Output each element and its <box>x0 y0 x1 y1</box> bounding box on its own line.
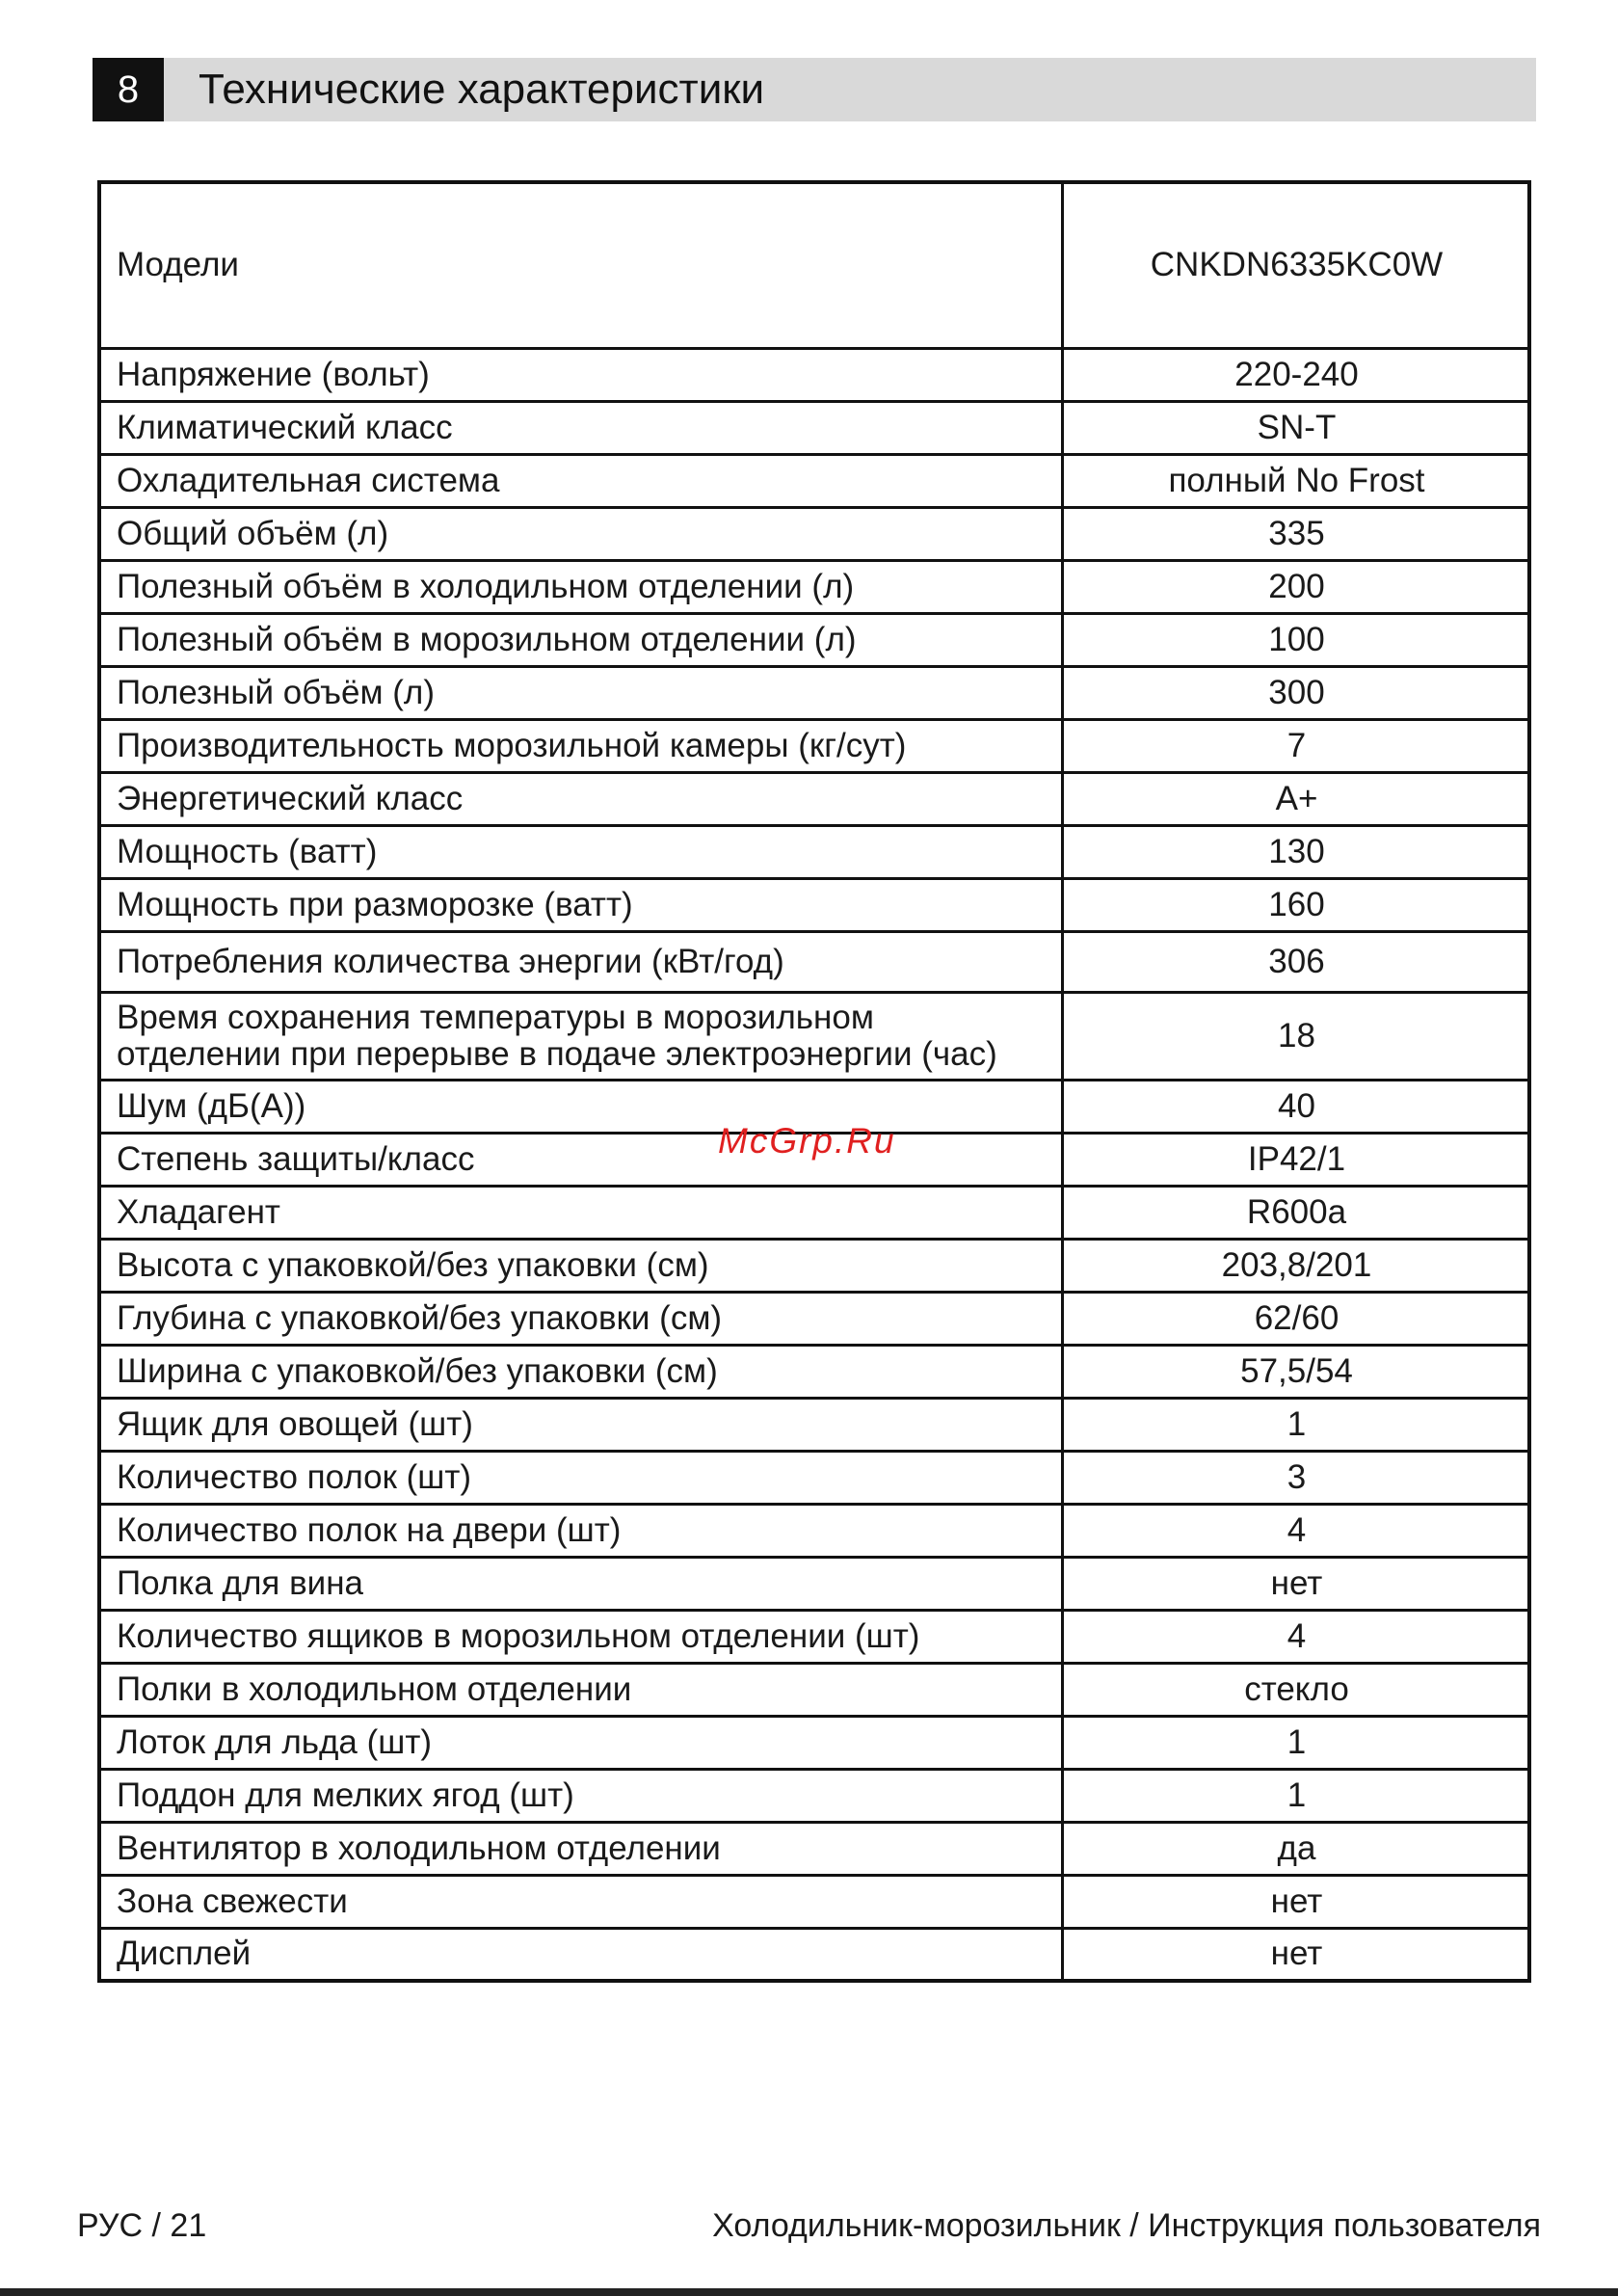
spec-value: нет <box>1063 1928 1530 1981</box>
page-number: РУС / 21 <box>77 2207 207 2244</box>
spec-label: Энергетический класс <box>99 772 1063 825</box>
spec-label: Хладагент <box>99 1186 1063 1239</box>
spec-label: Высота с упаковкой/без упаковки (см) <box>99 1239 1063 1292</box>
spec-label: Зона свежести <box>99 1875 1063 1928</box>
table-row <box>99 401 1529 454</box>
spec-value: нет <box>1063 1557 1530 1610</box>
bottom-rule <box>0 2288 1618 2296</box>
spec-label: Количество полок (шт) <box>99 1451 1063 1504</box>
table-row <box>99 1239 1529 1292</box>
spec-value: 220-240 <box>1063 348 1530 401</box>
table-row <box>99 666 1529 719</box>
spec-value: 1 <box>1063 1398 1530 1451</box>
spec-label: Полезный объём (л) <box>99 666 1063 719</box>
table-row <box>99 1504 1529 1557</box>
table-row <box>99 1398 1529 1451</box>
table-row <box>99 613 1529 666</box>
table-row <box>99 1928 1529 1981</box>
spec-value: 1 <box>1063 1769 1530 1822</box>
table-row <box>99 1875 1529 1928</box>
table-row <box>99 1451 1529 1504</box>
table-row <box>99 719 1529 772</box>
spec-value: IP42/1 <box>1063 1133 1530 1186</box>
models-label: Модели <box>99 182 1063 348</box>
spec-value: A+ <box>1063 772 1530 825</box>
spec-label: Климатический класс <box>99 401 1063 454</box>
spec-label: Время сохранения температуры в морозильном отделении при перерыве в подаче электроэнергии (час) <box>99 992 1063 1080</box>
spec-label: Производительность морозильной камеры (кг/сут) <box>99 719 1063 772</box>
spec-label: Потребления количества энергии (кВт/год) <box>99 931 1063 992</box>
table-row <box>99 348 1529 401</box>
spec-value: 57,5/54 <box>1063 1345 1530 1398</box>
spec-label: Охладительная система <box>99 454 1063 507</box>
table-row <box>99 1557 1529 1610</box>
table-row <box>99 772 1529 825</box>
spec-value: 200 <box>1063 560 1530 613</box>
table-row <box>99 1610 1529 1663</box>
spec-value: SN-T <box>1063 401 1530 454</box>
spec-value: 130 <box>1063 825 1530 878</box>
table-row <box>99 507 1529 560</box>
spec-value: 1 <box>1063 1716 1530 1769</box>
table-row <box>99 992 1529 1080</box>
spec-label: Дисплей <box>99 1928 1063 1981</box>
spec-value: R600a <box>1063 1186 1530 1239</box>
spec-label: Полки в холодильном отделении <box>99 1663 1063 1716</box>
spec-label: Лоток для льда (шт) <box>99 1716 1063 1769</box>
spec-label: Мощность при разморозке (ватт) <box>99 878 1063 931</box>
spec-value: стекло <box>1063 1663 1530 1716</box>
spec-value: 4 <box>1063 1504 1530 1557</box>
spec-value: 335 <box>1063 507 1530 560</box>
spec-label: Глубина с упаковкой/без упаковки (см) <box>99 1292 1063 1345</box>
spec-value: да <box>1063 1822 1530 1875</box>
spec-label: Полка для вина <box>99 1557 1063 1610</box>
spec-value: 160 <box>1063 878 1530 931</box>
table-row <box>99 1186 1529 1239</box>
section-number: 8 <box>93 58 164 121</box>
table-row <box>99 1345 1529 1398</box>
table-row <box>99 1663 1529 1716</box>
spec-value: 40 <box>1063 1080 1530 1133</box>
table-row <box>99 1292 1529 1345</box>
spec-label: Шум (дБ(А)) <box>99 1080 1063 1133</box>
spec-label: Напряжение (вольт) <box>99 348 1063 401</box>
spec-label: Мощность (ватт) <box>99 825 1063 878</box>
model-number: CNKDN6335KC0W <box>1063 182 1530 348</box>
section-header <box>93 58 1536 121</box>
spec-value: 100 <box>1063 613 1530 666</box>
table-row <box>99 878 1529 931</box>
spec-label: Количество полок на двери (шт) <box>99 1504 1063 1557</box>
spec-value: нет <box>1063 1875 1530 1928</box>
table-row <box>99 1716 1529 1769</box>
spec-label: Количество ящиков в морозильном отделении (шт) <box>99 1610 1063 1663</box>
spec-value: 203,8/201 <box>1063 1239 1530 1292</box>
table-row <box>99 560 1529 613</box>
spec-value: 4 <box>1063 1610 1530 1663</box>
spec-label: Ящик для овощей (шт) <box>99 1398 1063 1451</box>
spec-value: 18 <box>1063 992 1530 1080</box>
table-row <box>99 1822 1529 1875</box>
spec-value: 62/60 <box>1063 1292 1530 1345</box>
spec-label: Вентилятор в холодильном отделении <box>99 1822 1063 1875</box>
spec-label: Поддон для мелких ягод (шт) <box>99 1769 1063 1822</box>
spec-value: 7 <box>1063 719 1530 772</box>
spec-label: Степень защиты/класс <box>99 1133 1063 1186</box>
page-title: Технические характеристики <box>199 66 765 113</box>
table-row <box>99 454 1529 507</box>
spec-value: полный No Frost <box>1063 454 1530 507</box>
specifications-table <box>97 180 1531 1983</box>
spec-value: 300 <box>1063 666 1530 719</box>
spec-value: 306 <box>1063 931 1530 992</box>
table-row <box>99 825 1529 878</box>
spec-label: Общий объём (л) <box>99 507 1063 560</box>
spec-label: Полезный объём в морозильном отделении (л) <box>99 613 1063 666</box>
spec-value: 3 <box>1063 1451 1530 1504</box>
spec-label: Ширина с упаковкой/без упаковки (см) <box>99 1345 1063 1398</box>
table-row <box>99 1769 1529 1822</box>
spec-label: Полезный объём в холодильном отделении (л) <box>99 560 1063 613</box>
table-header-row <box>99 182 1529 348</box>
watermark: McGrp.Ru <box>718 1121 896 1161</box>
table-row <box>99 931 1529 992</box>
document-title: Холодильник-морозильник / Инструкция пользователя <box>712 2207 1541 2244</box>
